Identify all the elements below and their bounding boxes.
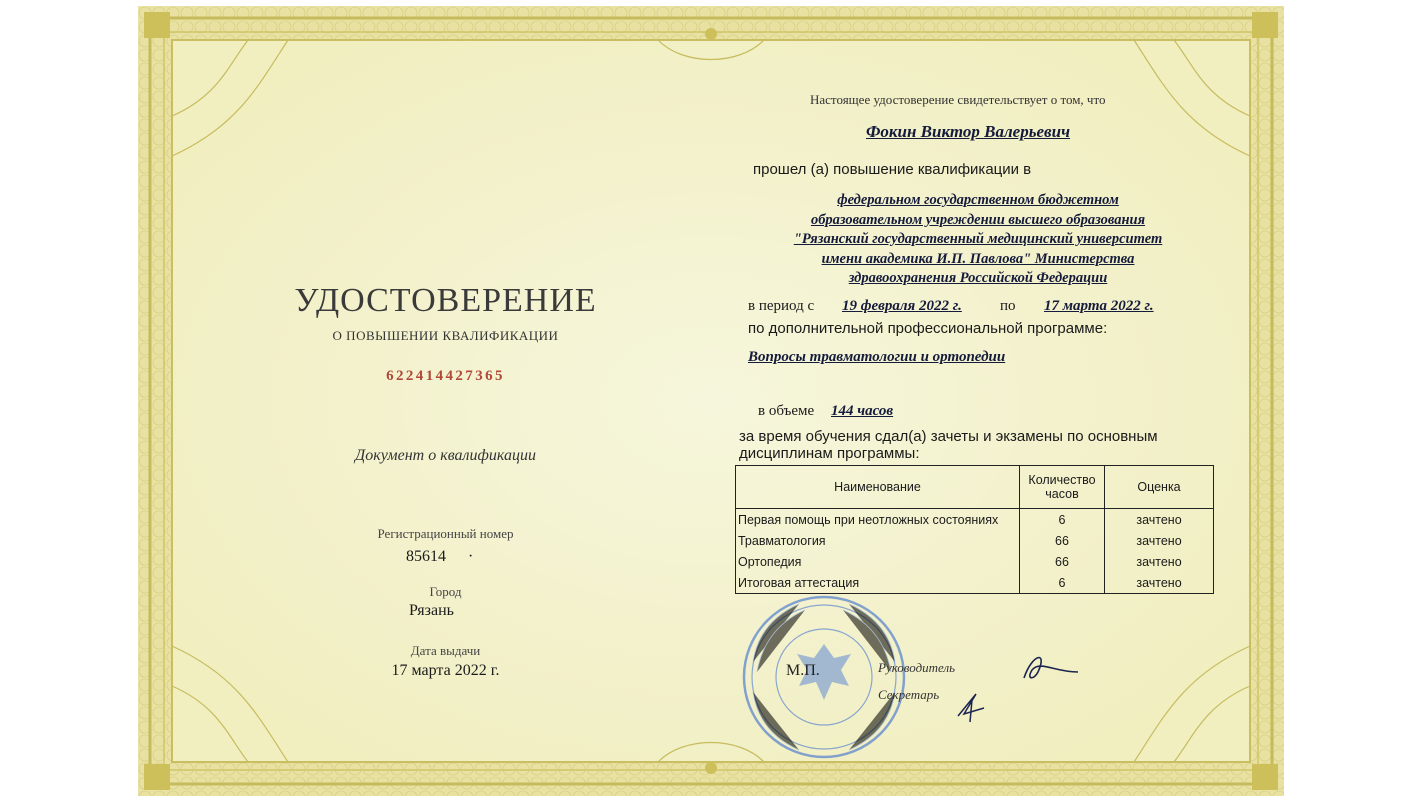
subject-grade: зачтено xyxy=(1105,509,1214,531)
registration-mark: · xyxy=(468,548,474,565)
institution-line: федеральном государственном бюджетном xyxy=(837,192,1119,208)
exams-text-line2: дисциплинам программы: xyxy=(739,445,920,462)
registration-label: Регистрационный номер xyxy=(377,526,514,541)
program-name: Вопросы травматологии и ортопедии xyxy=(748,349,1006,365)
institution-line: образовательном учреждении высшего образования xyxy=(810,211,1146,228)
subject-grade: зачтено xyxy=(1105,530,1214,551)
period-to: 17 марта 2022 г. xyxy=(1044,298,1154,314)
table-row xyxy=(736,530,1214,551)
stamp-place-label: М.П. xyxy=(786,662,820,679)
grades-table xyxy=(735,465,1214,594)
institution-line: "Рязанский государственный медицинский университет xyxy=(793,231,1163,247)
subject-hours: 66 xyxy=(1020,551,1105,572)
subject-hours: 6 xyxy=(1020,572,1105,594)
period-from: 19 февраля 2022 г. xyxy=(842,298,962,314)
table-row xyxy=(736,551,1214,572)
column-header-name: Наименование xyxy=(736,466,1020,509)
serial-number: 622414427365 xyxy=(386,368,505,384)
issue-date-label: Дата выдачи xyxy=(410,643,481,658)
certificate-title: УДОСТОВЕРЕНИЕ xyxy=(294,282,597,319)
exams-text-line1: за время обучения сдал(а) зачеты и экзамены по основным xyxy=(739,428,1158,445)
column-header-grade: Оценка xyxy=(1105,466,1214,509)
period-to-label: по xyxy=(1000,298,1016,314)
city-value: Рязань xyxy=(409,602,454,619)
program-label: по дополнительной профессиональной программе: xyxy=(748,320,1108,337)
completed-text: прошел (а) повышение квалификации в xyxy=(753,161,1032,178)
certificate xyxy=(138,6,1284,796)
city-label: Город xyxy=(429,584,462,599)
subject-hours: 6 xyxy=(1020,509,1105,531)
secretary-signature xyxy=(950,686,990,726)
volume-value: 144 часов xyxy=(831,403,894,419)
institution-block xyxy=(738,191,1218,289)
subject-name: Травматология xyxy=(736,530,1020,551)
intro-text: Настоящее удостоверение свидетельствует о том, что xyxy=(810,92,1106,107)
head-signature xyxy=(1014,646,1084,686)
document-type: Документ о квалификации xyxy=(355,447,536,464)
institution-line: здравоохранения Российской Федерации xyxy=(848,270,1108,286)
subject-name: Ортопедия xyxy=(736,551,1020,572)
table-row xyxy=(736,572,1214,594)
table-header-row xyxy=(736,466,1214,509)
column-header-hours: Количество часов xyxy=(1020,466,1105,509)
subject-name: Первая помощь при неотложных состояниях xyxy=(736,509,1020,531)
official-stamp xyxy=(739,592,909,762)
table-row xyxy=(736,509,1214,531)
secretary-label: Секретарь xyxy=(878,687,940,702)
subject-name: Итоговая аттестация xyxy=(736,572,1020,594)
institution-line: имени академика И.П. Павлова" Министерства xyxy=(821,250,1135,267)
period-label: в период с xyxy=(748,298,815,314)
registration-number: 85614 xyxy=(406,548,446,565)
holder-name: Фокин Виктор Валерьевич xyxy=(865,122,1071,141)
certificate-subtitle: О ПОВЫШЕНИИ КВАЛИФИКАЦИИ xyxy=(332,328,559,343)
issue-date-value: 17 марта 2022 г. xyxy=(391,662,500,679)
subject-grade: зачтено xyxy=(1105,551,1214,572)
head-label: Руководитель xyxy=(878,660,956,675)
subject-hours: 66 xyxy=(1020,530,1105,551)
subject-grade: зачтено xyxy=(1105,572,1214,594)
volume-label: в объеме xyxy=(758,403,815,419)
